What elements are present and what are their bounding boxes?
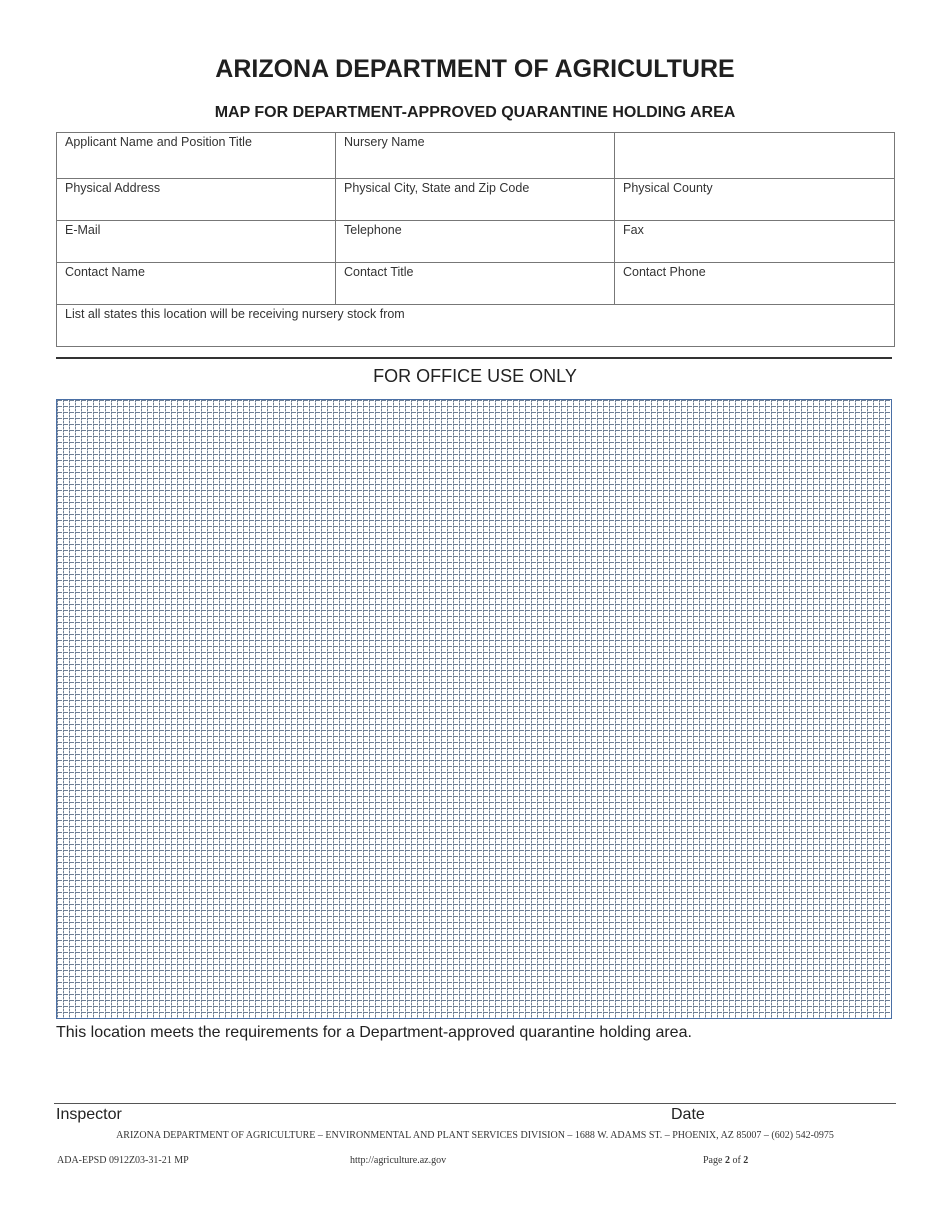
states-list-field[interactable] (57, 305, 895, 347)
section-divider (56, 357, 892, 359)
date-label: Date (671, 1106, 705, 1123)
field-label: Contact Name (65, 265, 145, 279)
contact-phone-field[interactable] (615, 263, 895, 305)
applicant-name-field[interactable] (57, 133, 336, 179)
field-label: Fax (623, 223, 644, 237)
page-total: 2 (743, 1155, 749, 1166)
table-row (57, 133, 895, 179)
field-label: Physical City, State and Zip Code (344, 181, 530, 195)
field-label: Contact Title (344, 265, 414, 279)
page-title: ARIZONA DEPARTMENT OF AGRICULTURE (215, 55, 735, 83)
telephone-field[interactable] (336, 221, 615, 263)
field-label: Applicant Name and Position Title (65, 135, 252, 149)
physical-county-field[interactable] (615, 179, 895, 221)
requirements-statement: This location meets the requirements for a Department-approved quarantine holding area. (56, 1024, 692, 1041)
fax-field[interactable] (615, 221, 895, 263)
table-row (57, 305, 895, 347)
field-label: Physical County (623, 181, 713, 195)
footer-form-id: ADA-EPSD 0912Z03-31-21 MP (57, 1155, 189, 1166)
table-row (57, 263, 895, 305)
physical-address-field[interactable] (57, 179, 336, 221)
signature-line (54, 1103, 896, 1104)
contact-name-field[interactable] (57, 263, 336, 305)
inspector-label: Inspector (56, 1106, 122, 1123)
page-current: 2 (724, 1155, 730, 1166)
table-row (57, 179, 895, 221)
contact-title-field[interactable] (336, 263, 615, 305)
footer-url[interactable]: http://agriculture.az.gov (350, 1155, 447, 1166)
footer-address: ARIZONA DEPARTMENT OF AGRICULTURE – ENVIRONMENTAL AND PLANT SERVICES DIVISION – 1688 W. ADAMS ST. – PHOENIX, AZ 85007 – (602) 542-0975 (116, 1130, 834, 1141)
form-subtitle: MAP FOR DEPARTMENT-APPROVED QUARANTINE HOLDING AREA (214, 104, 736, 121)
applicant-info-table (56, 132, 895, 347)
nursery-name-field[interactable] (336, 133, 615, 179)
map-grid-area[interactable] (56, 399, 892, 1019)
field-label: E-Mail (65, 223, 101, 237)
table-row (57, 221, 895, 263)
footer-page-number (703, 1155, 748, 1166)
field-label: Contact Phone (623, 265, 706, 279)
blank-field[interactable] (615, 133, 895, 179)
email-field[interactable] (57, 221, 336, 263)
page-of: of (732, 1155, 741, 1166)
field-label: Physical Address (65, 181, 161, 195)
field-label: List all states this location will be receiving nursery stock from (65, 307, 405, 321)
physical-city-field[interactable] (336, 179, 615, 221)
office-use-heading: FOR OFFICE USE ONLY (373, 366, 577, 386)
page-prefix: Page (703, 1155, 723, 1166)
field-label: Nursery Name (344, 135, 425, 149)
field-label: Telephone (344, 223, 402, 237)
